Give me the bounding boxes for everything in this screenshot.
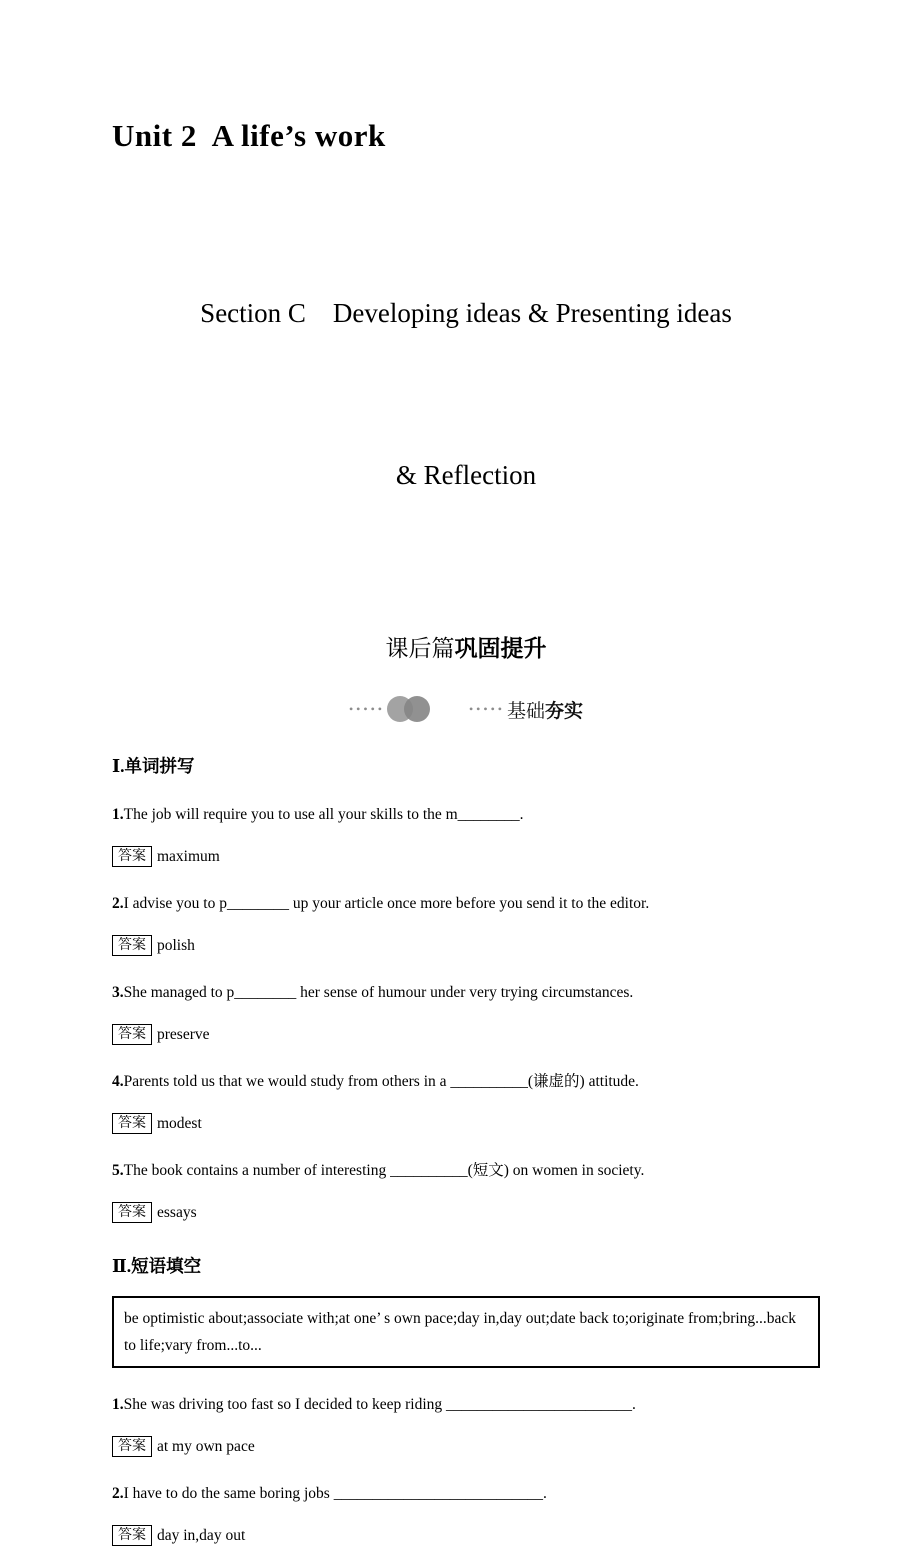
answer-row [112, 1525, 820, 1546]
answer-label-box: 答案 [112, 1436, 152, 1457]
answer-row [112, 935, 820, 956]
question-text: She was driving too fast so I decided to keep riding ________________________. [123, 1396, 636, 1413]
question-line [112, 1394, 820, 1415]
answer-row [112, 846, 820, 867]
kicker-regular: 课后篇 [385, 636, 455, 661]
venn-circles-icon [387, 695, 435, 723]
question-line [112, 1483, 820, 1504]
answer-label-box: 答案 [112, 935, 152, 956]
question-line [112, 1071, 820, 1092]
answer-label-box: 答案 [112, 1202, 152, 1223]
banner-label-regular: 基础 [507, 700, 546, 722]
topic-banner [112, 695, 820, 723]
question-block [112, 1483, 820, 1546]
section-title [112, 178, 820, 610]
section-title-line2: & Reflection [395, 460, 537, 490]
question-block [112, 804, 820, 867]
word-bank-box: be optimistic about;associate with;at one’ s own pace;day in,day out;date back to;originate from;bring...back to life;vary from...to... [112, 1296, 820, 1368]
section-two-questions [112, 1394, 820, 1546]
section-one-questions [112, 804, 820, 1223]
section-one-heading: Ⅰ.单词拼写 [112, 756, 195, 776]
question-text: I have to do the same boring jobs ___________________________. [123, 1485, 547, 1502]
question-number: 5. [112, 1162, 124, 1179]
question-line [112, 893, 820, 914]
answer-row [112, 1202, 820, 1223]
lesson-subheader [112, 630, 820, 663]
answer-text: at my own pace [157, 1437, 255, 1455]
answer-text: maximum [157, 847, 220, 865]
question-block [112, 1071, 820, 1134]
question-line [112, 804, 820, 825]
question-text: I advise you to p________ up your article once more before you send it to the editor. [123, 895, 650, 912]
answer-text: polish [157, 936, 195, 954]
question-block [112, 1394, 820, 1457]
answer-row [112, 1436, 820, 1457]
banner-label-bold: 夯实 [545, 700, 584, 722]
dots-right-icon: ••••• [468, 702, 505, 716]
banner-label [507, 696, 583, 723]
answer-text: preserve [157, 1025, 210, 1043]
answer-label-box: 答案 [112, 1024, 152, 1045]
question-block [112, 893, 820, 956]
question-text: Parents told us that we would study from others in a __________(谦虚的) attitude. [123, 1073, 639, 1090]
answer-row [112, 1113, 820, 1134]
question-number: 2. [112, 1485, 124, 1502]
answer-text: modest [157, 1114, 202, 1132]
question-text: The job will require you to use all your skills to the m________. [123, 806, 524, 823]
kicker-bold: 巩固提升 [454, 636, 547, 661]
question-line [112, 1160, 820, 1181]
answer-label-box: 答案 [112, 1113, 152, 1134]
answer-text: day in,day out [157, 1526, 246, 1544]
answer-label-box: 答案 [112, 1525, 152, 1546]
section-two-heading: Ⅱ.短语填空 [112, 1256, 202, 1276]
question-line [112, 982, 820, 1003]
question-text: She managed to p________ her sense of humour under very trying circumstances. [123, 984, 634, 1001]
question-number: 2. [112, 895, 124, 912]
question-block [112, 1160, 820, 1223]
question-number: 1. [112, 1396, 124, 1413]
answer-label-box: 答案 [112, 846, 152, 867]
question-number: 3. [112, 984, 124, 1001]
answer-row [112, 1024, 820, 1045]
section-title-line1: Section C Developing ideas & Presenting ideas [200, 298, 732, 328]
unit-title: Unit 2 A life’s work [112, 118, 386, 153]
question-text: The book contains a number of interesting __________(短文) on women in society. [123, 1162, 645, 1179]
question-number: 1. [112, 806, 124, 823]
question-number: 4. [112, 1073, 124, 1090]
dots-left-icon: ••••• [348, 702, 385, 716]
question-block [112, 982, 820, 1045]
answer-text: essays [157, 1203, 197, 1221]
